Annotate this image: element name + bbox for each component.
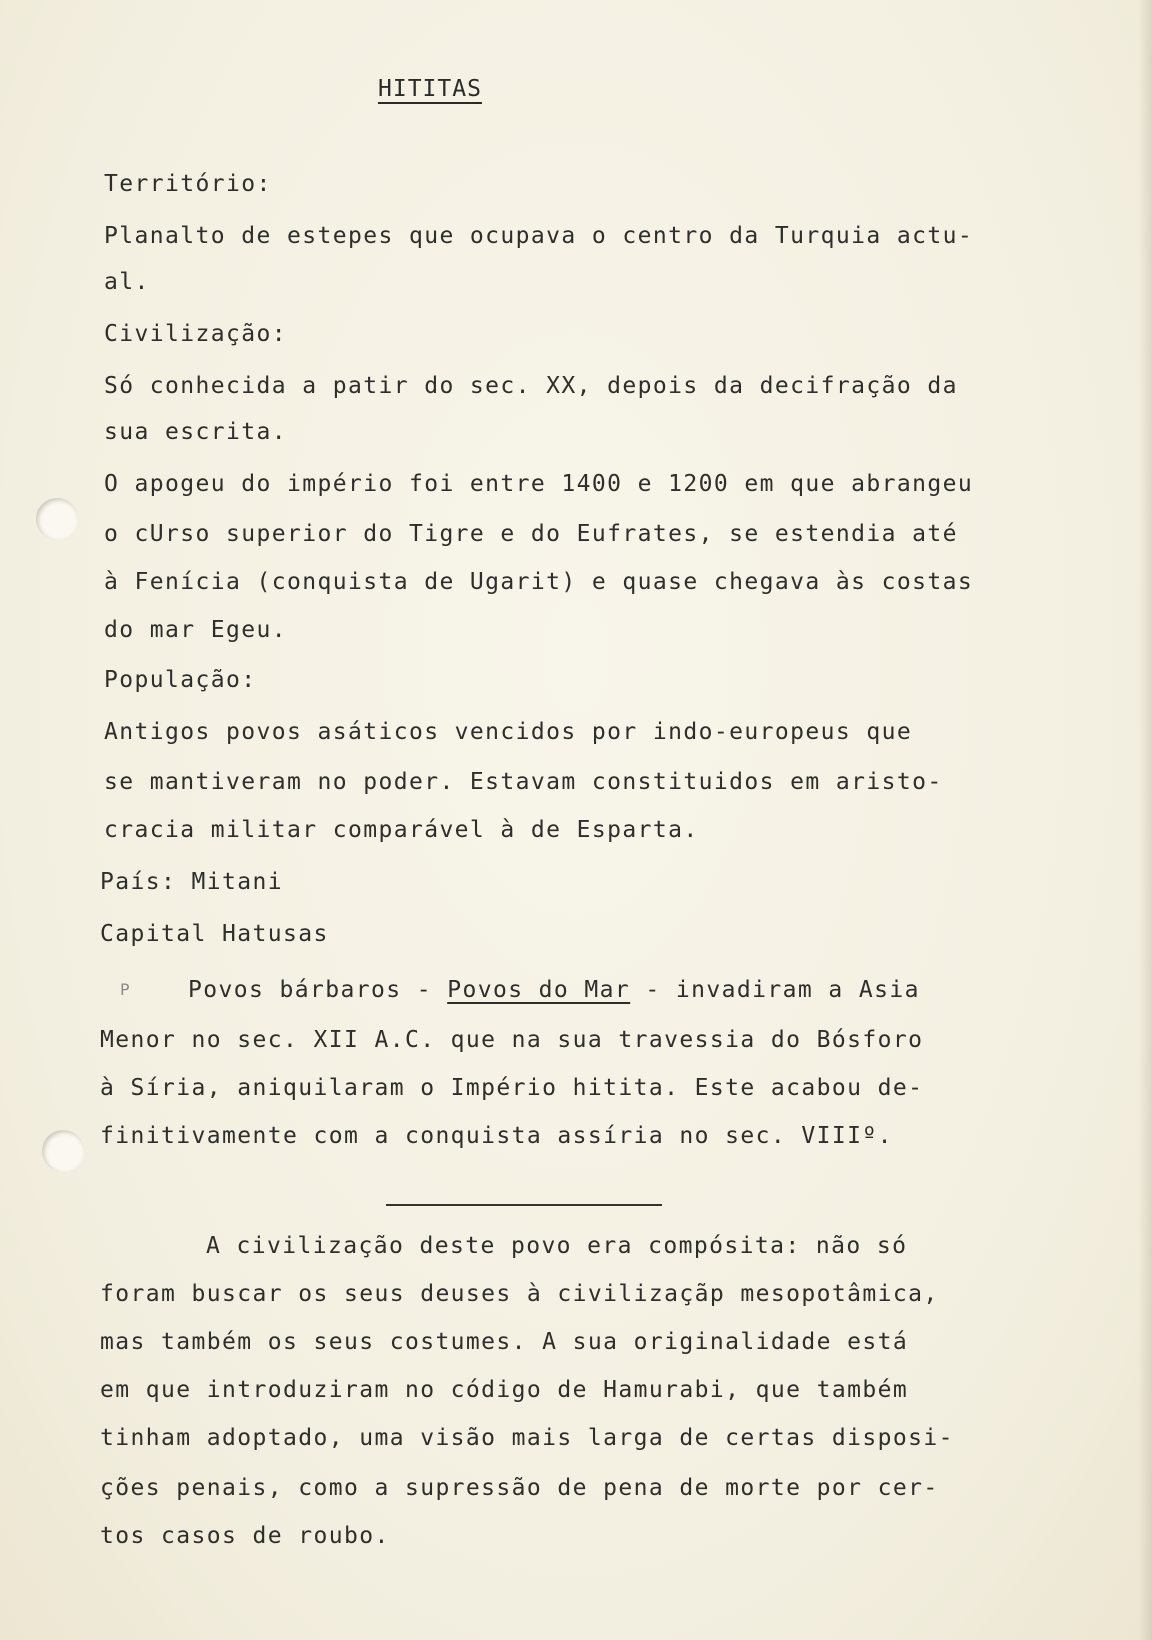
punch-hole-bottom [42,1130,84,1172]
closing-line-4: em que introduziram no código de Hamurabi, que também [100,1377,909,1403]
civilizacao-text-line-2: sua escrita. [104,419,287,445]
pais-line: País: Mitani [100,869,283,895]
page-edge-shadow [1138,0,1152,1640]
closing-line-2: foram buscar os seus deuses à civilizaçãp mesopotâmica, [100,1281,939,1307]
margin-mark: P [120,980,130,999]
territorio-text-line-2: al. [104,269,150,295]
document-title: HITITAS [378,76,482,102]
povos-line-1-end: - invadiram a Asia [630,977,920,1003]
povos-line-1 [188,976,920,1004]
territorio-heading: Território: [104,171,272,197]
povos-do-mar-underlined: Povos do Mar [447,977,631,1003]
populacao-line-2: se mantiveram no poder. Estavam constituidos em aristo- [104,769,943,795]
povos-line-3: à Síria, aniquilaram o Império hitita. Este acabou de- [100,1075,924,1101]
civilizacao-heading: Civilização: [104,321,287,347]
apogeu-line-2: o cUrso superior do Tigre e do Eufrates, se estendia até [104,521,958,547]
apogeu-line-1: O apogeu do império foi entre 1400 e 1200 em que abrangeu [104,471,974,497]
civilizacao-text-line-1: Só conhecida a patir do sec. XX, depois da decifração da [104,373,958,399]
populacao-heading: População: [104,667,257,693]
capital-line: Capital Hatusas [100,921,329,947]
punch-hole-top [36,498,78,540]
povos-line-1-start: Povos bárbaros - [188,977,448,1003]
populacao-line-1: Antigos povos asáticos vencidos por indo-europeus que [104,719,913,745]
apogeu-line-3: à Fenícia (conquista de Ugarit) e quase chegava às costas [104,569,974,595]
populacao-line-3: cracia militar comparável à de Esparta. [104,817,699,843]
apogeu-line-4: do mar Egeu. [104,617,287,643]
closing-line-7: tos casos de roubo. [100,1523,390,1549]
povos-line-2: Menor no sec. XII A.C. que na sua travessia do Bósforo [100,1027,924,1053]
closing-line-5: tinham adoptado, uma visão mais larga de certas disposi- [100,1425,954,1451]
povos-line-4: finitivamente com a conquista assíria no sec. VIIIº. [100,1123,893,1149]
closing-line-6: ções penais, como a supressão de pena de morte por cer- [100,1475,939,1501]
section-separator-rule [386,1204,662,1206]
closing-line-1: A civilização deste povo era compósita: não só [206,1233,908,1259]
territorio-text-line-1: Planalto de estepes que ocupava o centro da Turquia actu- [104,223,974,249]
closing-line-3: mas também os seus costumes. A sua originalidade está [100,1329,909,1355]
